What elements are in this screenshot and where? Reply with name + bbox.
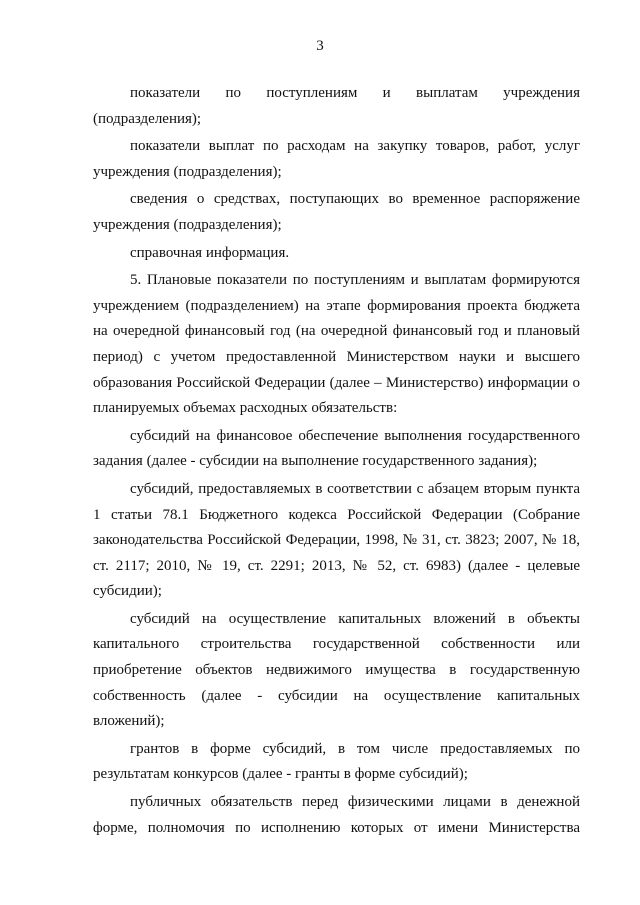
paragraph-10: публичных обязательств перед физическими лицами в денежной форме, полномочия по исполнению которых от имени Министерства <box>93 794 580 836</box>
paragraph-8: субсидий на осуществление капитальных вложений в объекты капитального строительства государственной собственности или приобретение объектов недвижимого имущества в государственную собственность (далее - субсидии на осуществление капитальных вложений); <box>93 610 580 730</box>
paragraph-2: показатели выплат по расходам на закупку товаров, работ, услуг учреждения (подразделения); <box>93 138 580 180</box>
paragraph-1: показатели по поступлениям и выплатам учреждения (подразделения); <box>93 85 580 127</box>
paragraph-9: грантов в форме субсидий, в том числе предоставляемых по результатам конкурсов (далее - гранты в форме субсидий); <box>93 740 580 783</box>
paragraph-7: субсидий, предоставляемых в соответствии с абзацем вторым пункта 1 статьи 78.1 Бюджетного кодекса Российской Федерации (Собрание законодательства Российской Федерации, 1998, № 31, ст. 3823; 2007, № 18, ст. 2117; 2010, № 19, ст. 2291; 2013, № 52, ст. 6983) (далее - целевые субсидии); <box>93 480 580 600</box>
paragraph-4: справочная информация. <box>130 244 290 261</box>
page-number: 3 <box>316 38 324 54</box>
paragraph-5: 5. Плановые показатели по поступлениям и выплатам формируются учреждением (подразделением) на этапе формирования проекта бюджета на очередной финансовый год (на очередной финансовый год и плановый период) с учетом предоставленной Министерством науки и высшего образования Российской Федерации (далее – Министерство) информации о планируемых объемах расходных обязательств: <box>93 272 580 417</box>
paragraph-3: сведения о средствах, поступающих во временное распоряжение учреждения (подразделения); <box>93 191 580 233</box>
paragraph-6: субсидий на финансовое обеспечение выполнения государственного задания (далее - субсидии на выполнение государственного задания); <box>93 427 580 470</box>
